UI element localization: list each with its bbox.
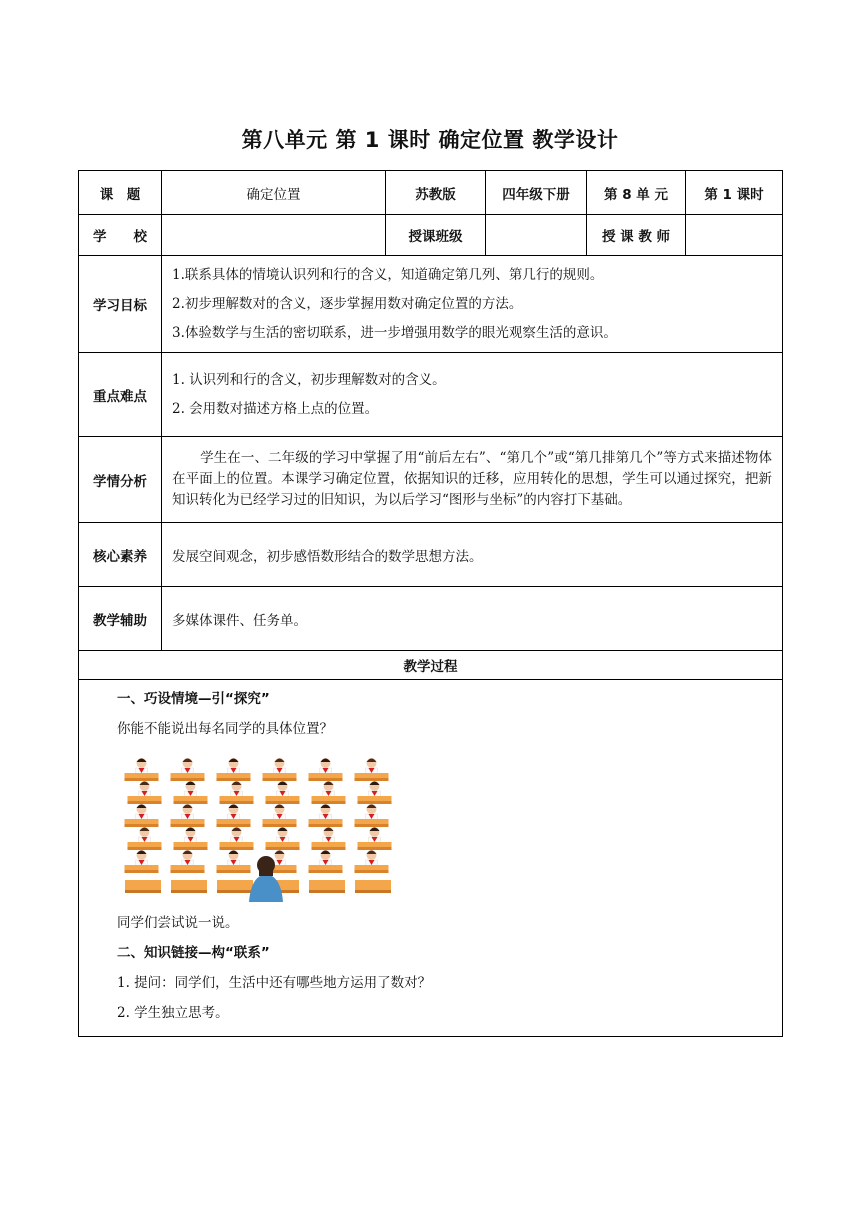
step1-text: 1. 提问：同学们，生活中还有哪些地方运用了数对？ xyxy=(117,975,432,991)
teacher-value[interactable] xyxy=(686,215,783,256)
process-body xyxy=(79,680,783,1037)
key-points-list xyxy=(162,353,783,437)
student-desk xyxy=(266,827,300,850)
teacher-label: 授 课 教 师 xyxy=(587,215,686,256)
student-desk xyxy=(128,827,162,850)
student-desk xyxy=(263,804,297,827)
lesson-number: 第 1 课时 xyxy=(686,171,783,215)
aids-text: 多媒体课件、任务单。 xyxy=(162,587,783,651)
student-desk xyxy=(358,827,392,850)
student-desk xyxy=(171,804,205,827)
front-desk-edge xyxy=(309,890,345,893)
front-desk-edge xyxy=(171,890,207,893)
objectives-list xyxy=(162,256,783,353)
front-desk-edge xyxy=(125,890,161,893)
class-value[interactable] xyxy=(486,215,587,256)
front-desk xyxy=(309,880,345,890)
student-desk xyxy=(125,758,159,781)
student-desk xyxy=(263,758,297,781)
question-text: 你能不能说出每名同学的具体位置？ xyxy=(117,721,333,737)
student-desk xyxy=(128,781,162,804)
student-desk xyxy=(309,758,343,781)
student-desk xyxy=(217,850,251,873)
student-desk xyxy=(266,781,300,804)
student-desk xyxy=(217,758,251,781)
front-desk xyxy=(217,880,253,890)
school-label: 学 校 xyxy=(79,215,162,256)
grade: 四年级下册 xyxy=(486,171,587,215)
student-desk xyxy=(358,781,392,804)
try-text: 同学们尝试说一说。 xyxy=(117,915,239,931)
analysis-label: 学情分析 xyxy=(79,437,162,523)
literacy-text: 发展空间观念，初步感悟数形结合的数学思想方法。 xyxy=(162,523,783,587)
section1-title: 一、巧设情境—引“探究” xyxy=(117,691,270,707)
student-desk xyxy=(312,827,346,850)
student-desk xyxy=(355,758,389,781)
student-desk xyxy=(174,827,208,850)
objective-item: 1.联系具体的情境认识列和行的含义，知道确定第几列、第几行的规则。 xyxy=(172,266,604,283)
publisher: 苏教版 xyxy=(386,171,486,215)
student-desk xyxy=(125,804,159,827)
student-desk xyxy=(174,781,208,804)
objective-item: 2.初步理解数对的含义，逐步掌握用数对确定位置的方法。 xyxy=(172,295,523,312)
student-desk xyxy=(217,804,251,827)
literacy-label: 核心素养 xyxy=(79,523,162,587)
student-desk xyxy=(309,804,343,827)
objectives-label: 学习目标 xyxy=(79,256,162,353)
student-desk xyxy=(355,804,389,827)
student-desk xyxy=(309,850,343,873)
student-desk xyxy=(355,850,389,873)
lesson-plan-table xyxy=(78,170,783,1037)
front-desk-edge xyxy=(217,890,253,893)
objective-item: 3.体验数学与生活的密切联系，进一步增强用数学的眼光观察生活的意识。 xyxy=(172,324,617,341)
student-desk xyxy=(171,850,205,873)
key-point-item: 2. 会用数对描述方格上点的位置。 xyxy=(172,400,379,417)
analysis-text: 学生在一、二年级的学习中掌握了用“前后左右”、“第几个”或“第几排第几个”等方式来描述物体在平面上的位置。本课学习确定位置，依据知识的迁移，应用转化的思想，学生可以通过探究，把新知识转化为已经学习过的旧知识，为以后学习“图形与坐标”的内容打下基础。 xyxy=(162,437,783,523)
step2-text: 2. 学生独立思考。 xyxy=(117,1005,229,1021)
student-desk xyxy=(220,781,254,804)
page-title: 第八单元 第 1 课时 确定位置 教学设计 xyxy=(241,128,619,152)
key-points-label: 重点难点 xyxy=(79,353,162,437)
unit: 第 8 单 元 xyxy=(587,171,686,215)
aids-label: 教学辅助 xyxy=(79,587,162,651)
school-value[interactable] xyxy=(162,215,386,256)
classroom-illustration xyxy=(121,750,401,902)
student-desk xyxy=(220,827,254,850)
student-desk xyxy=(312,781,346,804)
key-point-item: 1. 认识列和行的含义，初步理解数对的含义。 xyxy=(172,371,446,388)
class-label: 授课班级 xyxy=(386,215,486,256)
section2-title: 二、知识链接—构“联系” xyxy=(117,945,270,961)
front-desk-edge xyxy=(355,890,391,893)
front-desk xyxy=(125,880,161,890)
topic-value: 确定位置 xyxy=(162,171,386,215)
student-desk xyxy=(171,758,205,781)
process-header: 教学过程 xyxy=(79,651,783,680)
front-desk xyxy=(355,880,391,890)
topic-label: 课 题 xyxy=(79,171,162,215)
student-desk xyxy=(125,850,159,873)
front-desk xyxy=(171,880,207,890)
